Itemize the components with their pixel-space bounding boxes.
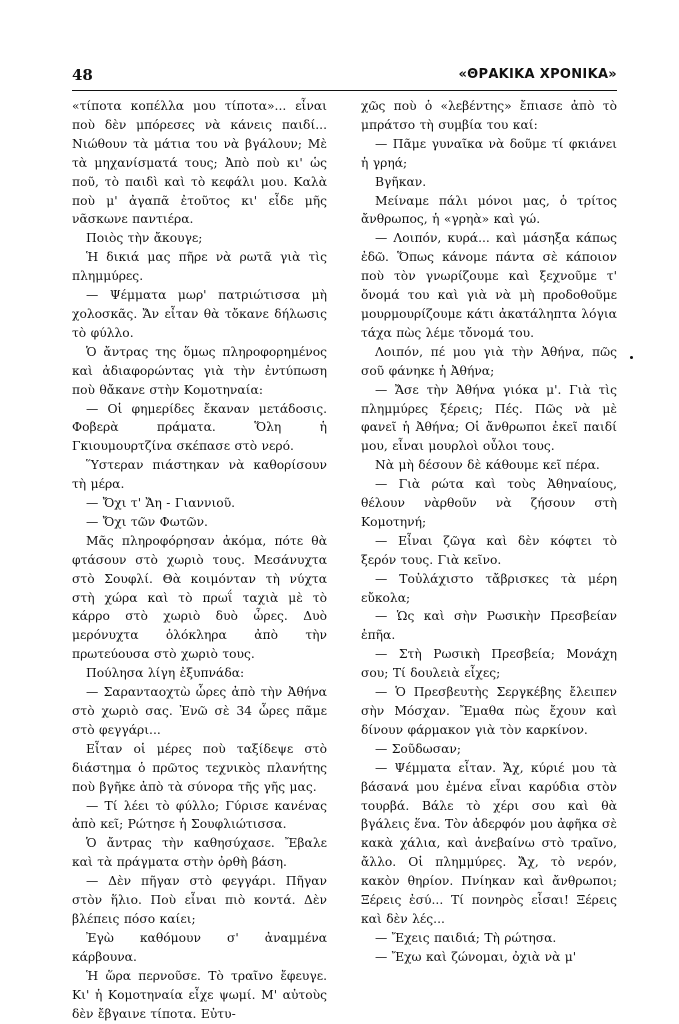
paragraph: — Οἱ φημερίδες ἔκαναν μετάδοσις. Φοβερὰ πράματα. Ὅλη ἡ Γκιουμουρτζίνα σκέπασε στὸ νερό. (72, 401, 327, 454)
page-number: 48 (72, 66, 93, 84)
paragraph: — Ὁ Πρεσβευτὴς Σεργκέβης ἔλειπεν σὴν Μόσχαν. Ἔμαθα πὼς ἔχουν καὶ δίνουν φάρμακον γιὰ τὸν καρκίνον. (361, 685, 617, 737)
paragraph: Μᾶς πληροφόρησαν ἀκόμα, πότε θὰ φτάσουν στὸ χωριὸ τους. Μεσάνυχτα στὸ Σουφλί. Θὰ κοιμόνταν τὴ νύχτα στὴ χώρα καὶ τὸ πρωΐ ταχιὰ μὲ τὸ κάρρο στὸ χωριὸ δυὸ ὧρες. Δυὸ μερόνυχτα ὁλόκληρα ἀπὸ τὴν πρωτεύουσα στὸ χωριὸ τους. (72, 533, 327, 662)
paragraph: — Ὡς καὶ σὴν Ρωσικὴν Πρεσβείαν ἐπῆα. (361, 609, 617, 643)
margin-mark (630, 356, 633, 359)
paragraph: — Ὄχι τῶν Φωτῶν. (86, 514, 208, 529)
paragraph: Ὁ ἄντρας της ὅμως πληροφορημένος καὶ ἀδιαφορώντας γιὰ τὴν ἐντύπωση ποὺ θἄκανε στὴν Κομοτηναία: (72, 344, 327, 397)
paragraph: — Ἔχεις παιδιά; Τὴ ρώτησα. (375, 930, 557, 945)
paragraph: — Εἶναι ζῶγα καὶ δὲν κόφτει τὸ ξερόν τους. Γιὰ κεῖνο. (361, 533, 617, 567)
page-header (72, 66, 617, 88)
paragraph: Ἐγὼ καθόμουν σ' ἀναμμένα κάρβουνα. (72, 930, 327, 964)
left-column (72, 97, 327, 1023)
paragraph: — Δὲν πῆγαν στὸ φεγγάρι. Πῆγαν στὸν ἥλιο. Ποὺ εἶναι πιὸ κοντά. Δὲν βλέπεις πόσο καίει; (72, 874, 327, 926)
paragraph: Λοιπόν, πέ μου γιὰ τὴν Ἀθήνα, πῶς σοῦ φάνηκε ἡ Ἀθήνα; (361, 344, 617, 378)
paragraph: — Ψέμματα εἶταν. Ἄχ, κύριέ μου τὰ βάσανά μου ἐμένα εἶναι καρύδια στὸν τουρβά. Βάλε τὸ χέρι σου καὶ θὰ βγάλεις ἕνα. Τὸν ἀδερφόν μου ἀφῆκα σὲ κακὰ χάλια, καὶ ἀνεβαίνω στὸ τραῖνο, ἄλλο. Οἱ πλημμύρες. Ἄχ, τὸ νερόν, κακὸν θηρίον. Πνίηκαν καὶ ἄνθρωποι; Ξέρεις ἐσύ... Τί πονηρὸς εἶσαι! Ξέρεις καὶ δὲν λές... (361, 760, 617, 926)
paragraph: — Ψέμματα μωρ' πατριώτισσα μὴ χολοσκᾶς. Ἄν εἶταν θὰ τὄκανε δήλωσις τὸ φύλλο. (72, 288, 327, 340)
paragraph: Βγῆκαν. (375, 174, 427, 189)
paragraph: — Ὄχι τ' Ἄη - Γιαννιοῦ. (86, 496, 236, 511)
paragraph: Νὰ μὴ δέσουν δὲ κάθουμε κεῖ πέρα. (375, 458, 600, 473)
paragraph: Ἡ ὥρα περνοῦσε. Τὸ τραῖνο ἔφευγε. Κι' ἡ Κομοτηναία εἶχε ψωμί. Μ' αὐτοὺς δὲν ἔβγαινε τίποτα. Εὐτυ- (72, 968, 327, 1021)
paragraph: Μείναμε πάλι μόνοι μας, ὁ τρίτος ἄνθρωπος, ἡ «γρηὰ» καὶ γώ. (361, 193, 617, 227)
paragraph: — Ἄσε τὴν Ἀθήνα γιόκα μ'. Γιὰ τὶς πλημμύρες ξέρεις; Πές. Πῶς νὰ μὲ φανεῖ ἡ Ἀθήνα; Οἱ ἄνθρωποι ἐκεῖ παιδί μου, εἶναι μουρλοὶ οὖλοι τους. (361, 382, 617, 454)
paragraph: — Γιὰ ρώτα καὶ τοὺς Ἀθηναίους, θέλουν νὰρθοῦν νὰ ζήσουν στὴ Κομοτηνή; (361, 477, 617, 529)
paragraph: — Τοὐλάχιστο τἄβρισκες τὰ μέρη εὔκολα; (361, 571, 617, 605)
paragraph: χῶς ποὺ ὁ «λεβέντης» ἔπιασε ἀπὸ τὸ μπράτσο τὴ συμβία του καί: (361, 99, 617, 132)
paragraph: — Σαρανταοχτὼ ὧρες ἀπὸ τὴν Ἀθήνα στὸ χωριὸ σας. Ἐνῶ σὲ 34 ὧρες πᾶμε στὸ φεγγάρι... (72, 685, 327, 737)
header-rule (72, 90, 617, 91)
paragraph: — Λοιπόν, κυρά... καὶ μάσηξα κάπως ἐδῶ. Ὅπως κάνομε πάντα σὲ κάποιον ποὺ τὸν γνωρίζουμε καὶ ξεχνοῦμε τ' ὄνομά του καὶ γιὰ νὰ μὴ προδοθοῦμε μουρμουρίζουμε κάτι ἀκατάληπτα λόγια τάχα πὼς λέμε τὄνομά του. (361, 231, 617, 340)
paragraph: Ἡ δικιά μας πῆρε νὰ ρωτᾶ γιὰ τὶς πλημμύρες. (72, 250, 327, 284)
journal-title: «ΘΡΑΚΙΚΑ ΧΡΟΝΙΚΑ» (458, 67, 617, 82)
paragraph: — Ἔχω καὶ ζώνομαι, ὀχιὰ νὰ μ' (375, 949, 577, 964)
paragraph: Πούλησα λίγη ἐξυπνάδα: (86, 666, 245, 681)
paragraph: — Στὴ Ρωσικὴ Πρεσβεία; Μονάχη σου; Τί δουλειὰ εἶχες; (361, 647, 617, 681)
paragraph: Εἶταν οἱ μέρες ποὺ ταξίδεψε στὸ διάστημα ὁ πρῶτος τεχνικὸς πλανήτης ποὺ βγῆκε ἀπὸ τὰ σύνορα τῆς γῆς μας. (72, 741, 327, 794)
paragraph: «τίποτα κοπέλλα μου τίποτα»... εἶναι ποὺ δὲν μπόρεσες νὰ κάνεις παιδί... Νιώθουν τὰ μάτια του νὰ βγάλουν; Μὲ τὰ μηχανίσματά τους; Ἀπὸ ποὺ κι' ὡς ποῦ, τὸ παιδὶ καὶ τὸ κεφάλι μου. Καλὰ ποὺ μ' ἀγαπᾶ ἐτοῦτος κι' εἶδε μῆς νᾶσκωνε παντιέρα. (72, 99, 327, 227)
paragraph: — Τί λέει τὸ φύλλο; Γύρισε κανένας ἀπὸ κεῖ; Ρώτησε ἡ Σουφλιώτισσα. (72, 798, 327, 832)
paragraph: — Πᾶμε γυναῖκα νὰ δοῦμε τί φκιάνει ἡ γρηά; (361, 136, 617, 170)
paragraph: — Σοῦδωσαν; (375, 741, 462, 756)
paragraph: Ὁ ἄντρας τὴν καθησύχασε. Ἔβαλε καὶ τὰ πράγματα στὴν ὀρθὴ βάση. (72, 836, 327, 870)
paragraph: Ποιὸς τὴν ἄκουγε; (86, 231, 203, 246)
paragraph: Ὕστεραν πιάστηκαν νὰ καθορίσουν τὴ μέρα. (72, 458, 327, 492)
right-column (361, 97, 617, 967)
